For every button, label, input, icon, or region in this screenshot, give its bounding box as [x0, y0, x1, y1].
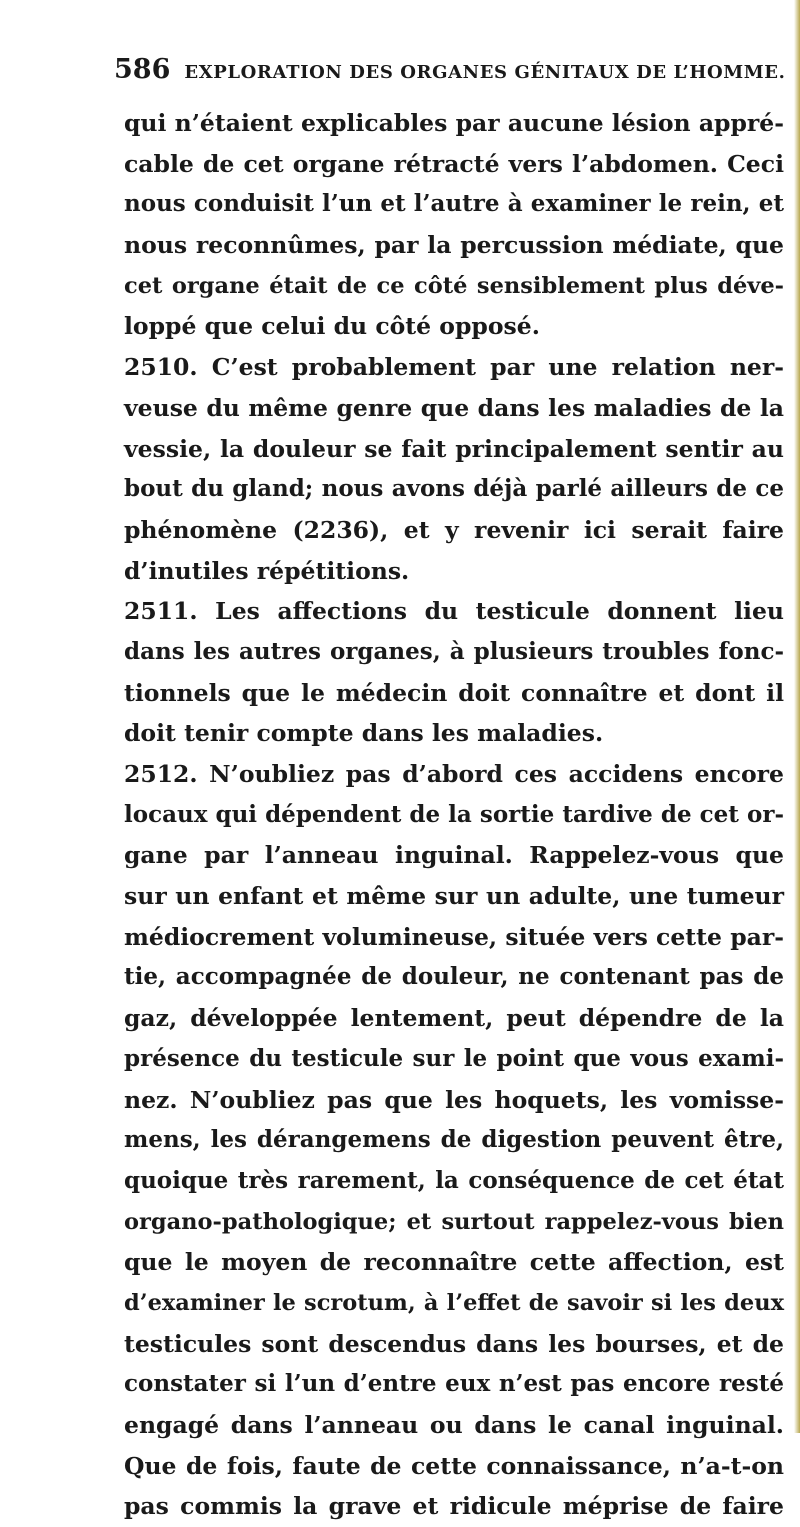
text-line: nous conduisit l’un et l’autre à examiner le rein, et: [124, 190, 784, 218]
text-line: organo-pathologique; et surtout rappelez-vous bien: [124, 1208, 784, 1235]
text-line: gane par l’anneau inguinal. Rappelez-vous que: [124, 841, 784, 870]
text-line: veuse du même genre que dans les maladies de la: [124, 393, 784, 422]
text-line: qui n’étaient explicables par aucune lésion appré-: [124, 109, 784, 137]
text-line: gaz, développée lentement, peut dépendre de la: [124, 1004, 784, 1033]
text-line: dans les autres organes, à plusieurs troubles fonc-: [124, 637, 784, 665]
text-line: quoique très rarement, la conséquence de cet état: [124, 1166, 784, 1194]
text-line: 2512. N’oubliez pas d’abord ces accidens encore: [124, 760, 784, 788]
text-line: 2511. Les affections du testicule donnent lieu: [124, 597, 784, 626]
text-line: d’examiner le scrotum, à l’effet de savoir si les deux: [124, 1289, 784, 1316]
text-line: cable de cet organe rétracté vers l’abdomen. Ceci: [124, 149, 784, 178]
text-line: pas commis la grave et ridicule méprise de faire: [124, 1492, 784, 1521]
text-line: constater si l’un d’entre eux n’est pas encore resté: [124, 1370, 784, 1398]
page-edge-shadow: [794, 0, 800, 1433]
text-line: nous reconnûmes, par la percussion médiate, que: [124, 231, 784, 260]
text-line: d’inutiles répétitions.: [124, 556, 410, 585]
text-line: Que de fois, faute de cette connaissance, n’a-t-on: [124, 1451, 784, 1480]
text-line: tie, accompagnée de douleur, ne contenant pas de: [124, 963, 784, 991]
text-line: engagé dans l’anneau ou dans le canal inguinal.: [124, 1411, 784, 1439]
text-line: tionnels que le médecin doit connaître et dont il: [124, 678, 784, 707]
text-line: sur un enfant et même sur un adulte, une tumeur: [124, 882, 784, 911]
page-number: 586: [114, 54, 171, 85]
text-line: cet organe était de ce côté sensiblement plus déve-: [124, 272, 784, 299]
text-line: mens, les dérangemens de digestion peuvent être,: [124, 1126, 784, 1154]
text-line: présence du testicule sur le point que vous exami-: [124, 1044, 784, 1072]
text-line: loppé que celui du côté opposé.: [124, 312, 540, 341]
running-header: [114, 54, 786, 90]
text-line: vessie, la douleur se fait principalement sentir au: [124, 434, 784, 463]
text-line: phénomène (2236), et y revenir ici serait faire: [124, 515, 784, 544]
text-line: locaux qui dépendent de la sortie tardive de cet or-: [124, 800, 784, 828]
text-line: bout du gland; nous avons déjà parlé ailleurs de ce: [124, 475, 784, 503]
text-line: nez. N’oubliez pas que les hoquets, les vomisse-: [124, 1085, 784, 1114]
text-line: médiocrement volumineuse, située vers cette par-: [124, 922, 784, 951]
text-line: 2510. C’est probablement par une relation ner-: [124, 353, 784, 382]
running-title: EXPLORATION DES ORGANES GÉNITAUX DE L’HOMME.: [184, 62, 786, 83]
text-line: doit tenir compte dans les maladies.: [124, 719, 604, 748]
body-text: [124, 103, 784, 1527]
text-line: testicules sont descendus dans les bourses, et de: [124, 1329, 784, 1358]
text-line: que le moyen de reconnaître cette affection, est: [124, 1248, 784, 1277]
